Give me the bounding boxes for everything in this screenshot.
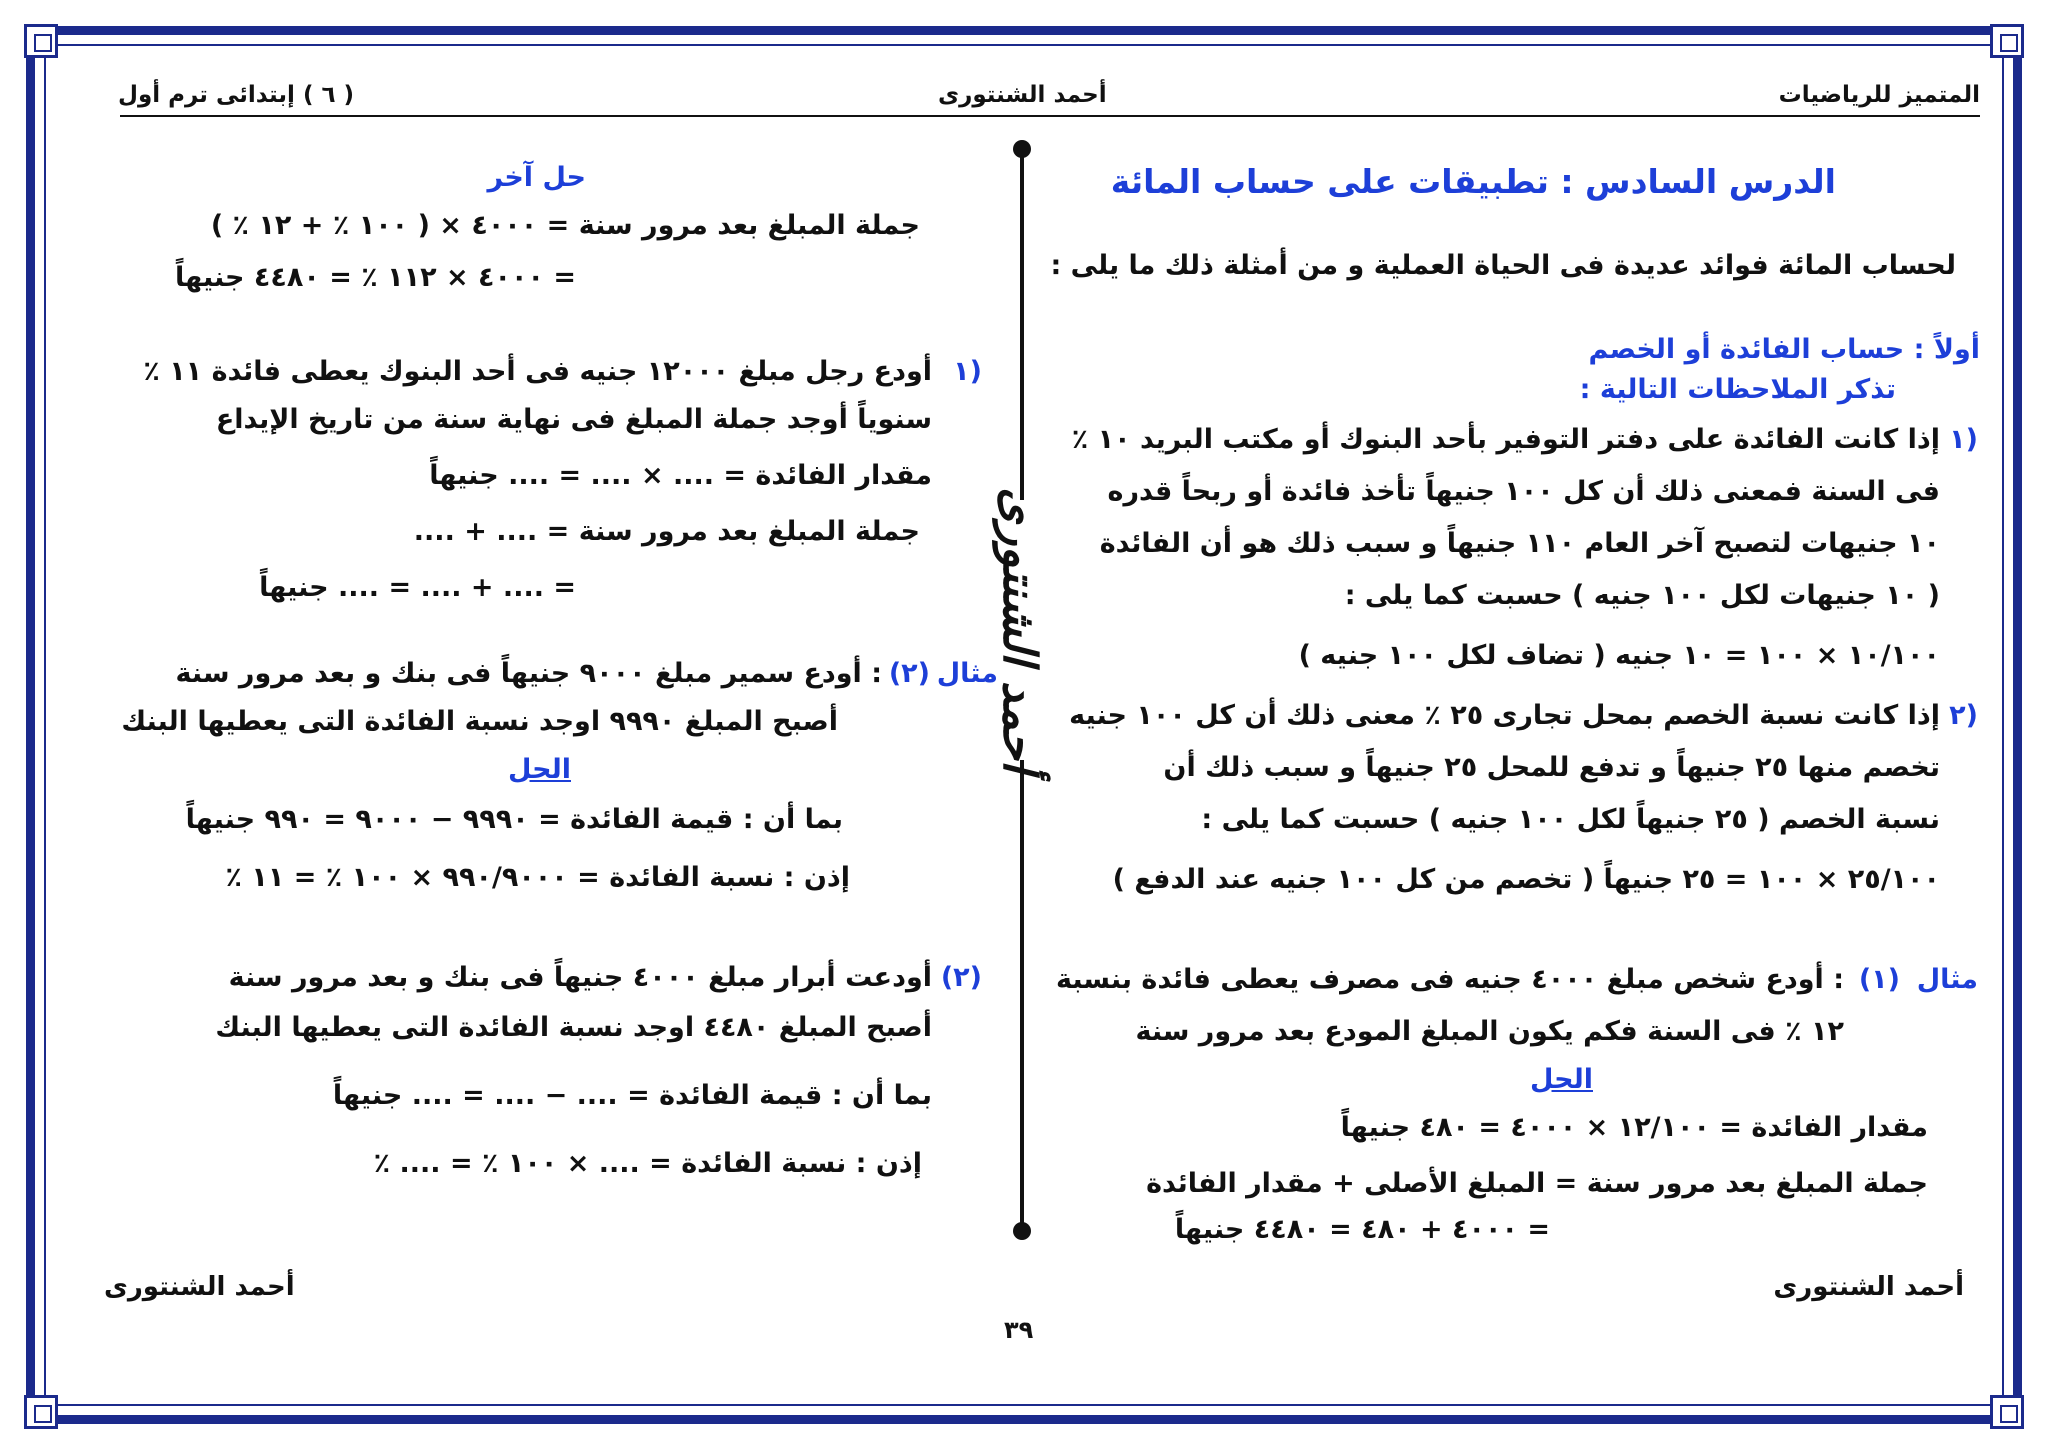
example1-line: : أودع شخص مبلغ ٤٠٠٠ جنيه فى مصرف يعطى فائدة بنسبة bbox=[1056, 964, 1844, 995]
example2-line: أصبح المبلغ ٩٩٩٠ اوجد نسبة الفائدة التى يعطيها البنك bbox=[121, 706, 838, 737]
example1-label: مثال bbox=[1916, 964, 1978, 995]
exercise1-number: ١) bbox=[953, 356, 982, 387]
solution-label: الحل bbox=[1530, 1064, 1593, 1095]
divider-dot-bottom bbox=[1013, 1222, 1031, 1240]
note1-number: ١) bbox=[1949, 424, 1978, 455]
note1-formula: ١٠/١٠٠ × ١٠٠ = ١٠ جنيه ( تضاف لكل ١٠٠ جنيه ) bbox=[1298, 640, 1940, 671]
exercise1-line: مقدار الفائدة = .... × .... = .... جنيهاً bbox=[429, 460, 932, 491]
notes-heading: تذكر الملاحظات التالية : bbox=[1579, 374, 1896, 405]
header-grade: ( ٦ ) إبتدائى ترم أول bbox=[118, 82, 355, 108]
first-heading: أولاً : حساب الفائدة أو الخصم bbox=[1588, 334, 1980, 365]
corner-ornament bbox=[1990, 24, 2024, 58]
note1-line: إذا كانت الفائدة على دفتر التوفير بأحد البنوك أو مكتب البريد ١٠ ٪ bbox=[1071, 424, 1940, 455]
note2-formula: ٢٥/١٠٠ × ١٠٠ = ٢٥ جنيهاً ( تخصم من كل ١٠٠ جنيه عند الدفع ) bbox=[1112, 864, 1940, 895]
note2-line: إذا كانت نسبة الخصم بمحل تجارى ٢٥ ٪ معنى ذلك أن كل ١٠٠ جنيه bbox=[1069, 700, 1940, 731]
solution-line: جملة المبلغ بعد مرور سنة = المبلغ الأصلى + مقدار الفائدة bbox=[1146, 1168, 1928, 1199]
note1-line: فى السنة فمعنى ذلك أن كل ١٠٠ جنيهاً تأخذ فائدة أو ربحاً قدره bbox=[1107, 476, 1940, 507]
intro-text: لحساب المائة فوائد عديدة فى الحياة العملية و من أمثلة ذلك ما يلى : bbox=[1050, 250, 1956, 281]
note1-line: ( ١٠ جنيهات لكل ١٠٠ جنيه ) حسبت كما يلى : bbox=[1344, 580, 1940, 611]
solution-line: مقدار الفائدة = ١٢/١٠٠ × ٤٠٠٠ = ٤٨٠ جنيهاً bbox=[1340, 1112, 1928, 1143]
example2-number: (٢) bbox=[888, 658, 930, 689]
vertical-signature: أحمد الشنتورى bbox=[950, 500, 1090, 760]
corner-ornament bbox=[24, 24, 58, 58]
footer-author-left: أحمد الشنتورى bbox=[104, 1272, 295, 1302]
note2-line: نسبة الخصم ( ٢٥ جنيهاً لكل ١٠٠ جنيه ) حسبت كما يلى : bbox=[1201, 804, 1940, 835]
alt-solution-line: جملة المبلغ بعد مرور سنة = ٤٠٠٠ × ( ١٠٠ ٪ + ١٢ ٪ ) bbox=[210, 210, 920, 241]
exercise1-line: جملة المبلغ بعد مرور سنة = .... + .... bbox=[413, 516, 920, 547]
exercise1-line: أودع رجل مبلغ ١٢٠٠٠ جنيه فى أحد البنوك يعطى فائدة ١١ ٪ bbox=[143, 356, 932, 387]
exercise3-line: أصبح المبلغ ٤٤٨٠ اوجد نسبة الفائدة التى يعطيها البنك bbox=[215, 1012, 932, 1043]
corner-ornament bbox=[1990, 1395, 2024, 1429]
exercise1-line: = .... + .... = .... جنيهاً bbox=[259, 572, 576, 603]
exercise3-number: (٢) bbox=[940, 962, 982, 993]
exercise1-line: سنوياً أوجد جملة المبلغ فى نهاية سنة من تاريخ الإيداع bbox=[215, 404, 932, 435]
lesson-title: الدرس السادس : تطبيقات على حساب المائة bbox=[1110, 162, 1836, 201]
example2-solution-line: بما أن : قيمة الفائدة = ٩٩٩٠ − ٩٠٠٠ = ٩٩٠ جنيهاً bbox=[185, 804, 843, 835]
header-rule bbox=[120, 115, 1980, 117]
note2-line: تخصم منها ٢٥ جنيهاً و تدفع للمحل ٢٥ جنيهاً و سبب ذلك أن bbox=[1163, 752, 1940, 783]
example2-solution-line: إذن : نسبة الفائدة = ٩٩٠/٩٠٠٠ × ١٠٠ ٪ = ١١ ٪ bbox=[225, 862, 850, 893]
solution-line: = ٤٠٠٠ + ٤٨٠ = ٤٤٨٠ جنيهاً bbox=[1174, 1214, 1550, 1245]
corner-ornament bbox=[24, 1395, 58, 1429]
example2-solution-label: الحل bbox=[508, 754, 571, 785]
note1-line: ١٠ جنيهات لتصبح آخر العام ١١٠ جنيهاً و سبب ذلك هو أن الفائدة bbox=[1099, 528, 1940, 559]
exercise3-line: بما أن : قيمة الفائدة = .... − .... = .... جنيهاً bbox=[332, 1080, 932, 1111]
alt-solution-heading: حل آخر bbox=[487, 162, 586, 193]
exercise3-line: إذن : نسبة الفائدة = .... × ١٠٠ ٪ = .... ٪ bbox=[373, 1148, 922, 1179]
footer-author-right: أحمد الشنتورى bbox=[1773, 1272, 1964, 1302]
alt-solution-line: = ٤٠٠٠ × ١١٢ ٪ = ٤٤٨٠ جنيهاً bbox=[175, 262, 576, 293]
example2-label: مثال bbox=[936, 658, 998, 689]
note2-number: ٢) bbox=[1949, 700, 1978, 731]
exercise3-line: أودعت أبرار مبلغ ٤٠٠٠ جنيهاً فى بنك و بعد مرور سنة bbox=[228, 962, 932, 993]
page-number: ٣٩ bbox=[1004, 1316, 1034, 1344]
header-brand: المتميز للرياضيات bbox=[1778, 82, 1980, 108]
example1-number: (١) bbox=[1858, 964, 1900, 995]
example1-line: ١٢ ٪ فى السنة فكم يكون المبلغ المودع بعد مرور سنة bbox=[1135, 1016, 1844, 1047]
divider-dot-top bbox=[1013, 140, 1031, 158]
header-author: أحمد الشنتورى bbox=[938, 82, 1107, 108]
example2-line: : أودع سمير مبلغ ٩٠٠٠ جنيهاً فى بنك و بعد مرور سنة bbox=[175, 658, 882, 689]
